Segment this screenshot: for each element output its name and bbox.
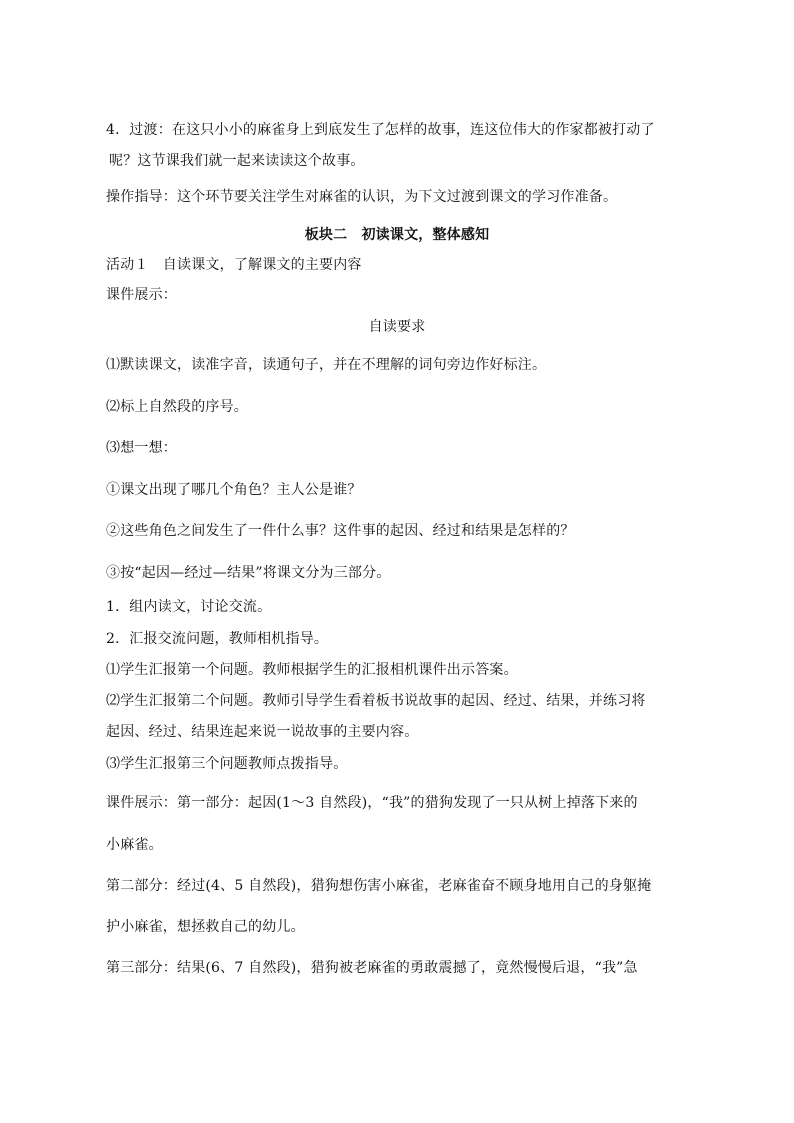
operation-guide: 操作指导：这个环节要关注学生对麻雀的认识，为下文过渡到课文的学习作准备。 (106, 189, 618, 205)
question-2: ②这些角色之间发生了一件什么事？这件事的起因、经过和结果是怎样的？ (106, 523, 575, 539)
part-3-line-1: 第三部分：结果(6、7 自然段)，猎狗被老麻雀的勇敢震撼了，竟然慢慢后退，“我”急 (106, 960, 638, 976)
part-1-line-1: 课件展示：第一部分：起因(1～3 自然段)，“我”的猎狗发现了一只从树上掉落下来的 (106, 795, 638, 811)
part-1-line-2: 小麻雀。 (106, 837, 163, 853)
courseware-label: 课件展示： (106, 287, 177, 303)
step-2: 2．汇报交流问题，教师相机指导。 (106, 631, 329, 647)
student-report-1: ⑴学生汇报第一个问题。教师根据学生的汇报相机课件出示答案。 (106, 662, 518, 678)
paragraph-4-line-2: 呢？这节课我们就一起来读读这个故事。 (109, 153, 365, 169)
student-report-3: ⑶学生汇报第三个问题教师点拨指导。 (106, 756, 348, 772)
part-2-line-2: 护小麻雀，想拯救自己的幼儿。 (106, 919, 305, 935)
reading-requirements-title: 自读要求 (368, 319, 426, 335)
activity-heading: 活动１ 自读课文，了解课文的主要内容 (106, 257, 362, 273)
question-1: ①课文出现了哪几个角色？主人公是谁？ (106, 482, 362, 498)
paragraph-4-line-1: 4．过渡：在这只小小的麻雀身上到底发生了怎样的故事，连这位伟大的作家都被打动了 (106, 122, 655, 138)
requirement-3: ⑶想一想： (106, 440, 177, 456)
section-title: 板块二 初读课文，整体感知 (304, 227, 490, 243)
step-1: 1．组内读文，讨论交流。 (106, 599, 272, 615)
requirement-2: ⑵标上自然段的序号。 (106, 399, 248, 415)
student-report-2-line-1: ⑵学生汇报第二个问题。教师引导学生看着板书说故事的起因、经过、结果，并练习将 (106, 693, 646, 709)
requirement-1: ⑴默读课文，读准字音，读通句子，并在不理解的词句旁边作好标注。 (106, 357, 547, 373)
part-2-line-1: 第二部分：经过(4、5 自然段)，猎狗想伤害小麻雀，老麻雀奋不顾身地用自己的身躯掩 (106, 878, 652, 894)
student-report-2-line-2: 起因、经过、结果连起来说一说故事的主要内容。 (106, 724, 419, 740)
question-3: ③按“起因—经过—结果”将课文分为三部分。 (106, 565, 391, 581)
